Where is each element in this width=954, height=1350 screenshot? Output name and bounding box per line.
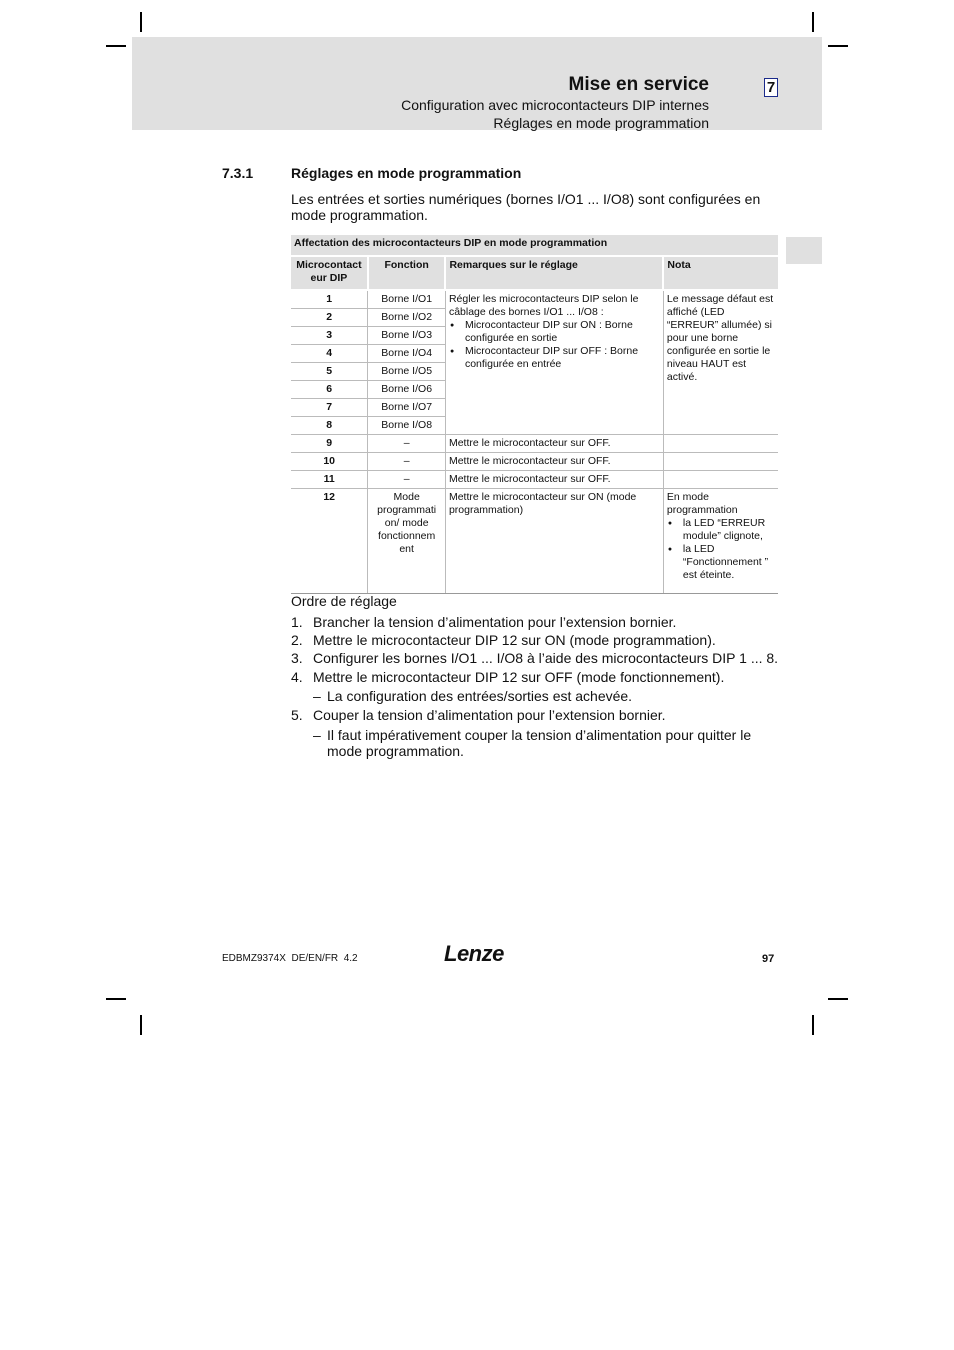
side-tab xyxy=(786,237,822,264)
step-item xyxy=(291,669,724,685)
crop-mark xyxy=(812,12,814,32)
step-number: 5. xyxy=(291,707,303,723)
cell-fn: – xyxy=(368,435,446,453)
lenze-logo: Lenze xyxy=(444,941,504,966)
cell-mc: 9 xyxy=(291,435,368,453)
step-number: 3. xyxy=(291,650,303,666)
header-rm: Remarques sur le réglage xyxy=(445,256,663,290)
crop-mark xyxy=(140,12,142,32)
crop-mark xyxy=(106,998,126,1000)
cell-nt xyxy=(663,471,778,489)
cell-rm: Mettre le microcontacteur sur OFF. xyxy=(445,435,663,453)
step-number: 1. xyxy=(291,614,303,630)
step-subitem xyxy=(313,688,773,704)
cell-nt xyxy=(663,453,778,471)
chapter-number-box: 7 xyxy=(764,78,778,97)
cell-nt xyxy=(663,489,778,594)
cell-nt xyxy=(663,435,778,453)
cell-mc: 8 xyxy=(291,417,368,435)
step-item xyxy=(291,707,666,723)
cell-mc: 7 xyxy=(291,399,368,417)
remark-intro: Régler les microcontacteurs DIP selon le câblage des bornes I/O1 ... I/O8 : xyxy=(448,293,639,318)
table-row xyxy=(291,471,778,489)
dash-marker: – xyxy=(313,688,321,704)
cell-group-remark xyxy=(445,290,663,435)
table-row xyxy=(291,453,778,471)
cell-group-note: Le message défaut est affiché (LED “ERREUR” allumée) si pour une borne configurée en sortie le niveau HAUT est activé. xyxy=(663,290,778,435)
note-bullets xyxy=(667,517,775,582)
step-item xyxy=(291,614,676,630)
remark-bullet: ● Microcontacteur DIP sur ON : Borne configurée en sortie xyxy=(465,319,660,345)
header-band xyxy=(132,37,822,130)
dip-table xyxy=(291,235,778,594)
crop-mark xyxy=(828,998,848,1000)
step-text: Brancher la tension d’alimentation pour l’extension bornier. xyxy=(313,614,677,630)
cell-fn: – xyxy=(368,471,446,489)
subitem-text: Il faut impérativement couper la tension d’alimentation pour quitter le mode programmation. xyxy=(327,727,752,759)
table-row xyxy=(291,489,778,594)
cell-mc: 4 xyxy=(291,345,368,363)
note-bullet: ● la LED “Fonctionnement ” est éteinte. xyxy=(683,543,775,582)
section-title: Réglages en mode programmation xyxy=(291,165,522,181)
cell-rm: Mettre le microcontacteur sur OFF. xyxy=(445,471,663,489)
step-text: Mettre le microcontacteur DIP 12 sur ON (mode programmation). xyxy=(313,632,716,648)
page-number: 97 xyxy=(762,953,775,965)
cell-mc: 11 xyxy=(291,471,368,489)
cell-mc: 3 xyxy=(291,327,368,345)
table-caption: Affectation des microcontacteurs DIP en mode programmation xyxy=(291,235,778,256)
step-item xyxy=(291,650,778,666)
crop-mark xyxy=(106,45,126,47)
table-header-row xyxy=(291,256,778,290)
cell-fn: Borne I/O1 xyxy=(368,290,446,309)
dash-marker: – xyxy=(313,727,321,743)
step-text: Mettre le microcontacteur DIP 12 sur OFF (mode fonctionnement). xyxy=(313,669,725,685)
remark-bullets xyxy=(449,319,660,371)
step-text: Couper la tension d’alimentation pour l’extension bornier. xyxy=(313,707,666,723)
remark-bullet: ● Microcontacteur DIP sur OFF : Borne configurée en entrée xyxy=(465,345,660,371)
crop-mark xyxy=(828,45,848,47)
cell-mc: 12 xyxy=(291,489,368,594)
footer-doc-id: EDBMZ9374X DE/EN/FR 4.2 xyxy=(222,953,358,964)
cell-fn: – xyxy=(368,453,446,471)
cell-mc: 5 xyxy=(291,363,368,381)
cell-fn: Borne I/O2 xyxy=(368,309,446,327)
cell-fn: Borne I/O7 xyxy=(368,399,446,417)
header-nt: Nota xyxy=(663,256,778,290)
cell-fn: Borne I/O3 xyxy=(368,327,446,345)
note-bullet: ● la LED “ERREUR module” clignote, xyxy=(683,517,775,543)
crop-mark xyxy=(812,1015,814,1035)
step-item xyxy=(291,632,716,648)
chapter-title: Mise en service xyxy=(568,74,709,95)
cell-mc: 2 xyxy=(291,309,368,327)
intro-paragraph: Les entrées et sorties numériques (bornes I/O1 ... I/O8) sont configurées en mode programmation. xyxy=(291,191,761,223)
chapter-subtitle: Configuration avec microcontacteurs DIP internes xyxy=(401,97,709,113)
cell-fn: Borne I/O6 xyxy=(368,381,446,399)
step-text: Configurer les bornes I/O1 ... I/O8 à l’aide des microcontacteurs DIP 1 ... 8. xyxy=(313,650,779,666)
crop-mark xyxy=(140,1015,142,1035)
cell-mc: 6 xyxy=(291,381,368,399)
cell-rm: Mettre le microcontacteur sur OFF. xyxy=(445,453,663,471)
chapter-subtitle: Réglages en mode programmation xyxy=(493,115,709,131)
cell-fn: Mode programmati on/ mode fonctionnem ent xyxy=(368,489,446,594)
cell-fn: Borne I/O8 xyxy=(368,417,446,435)
header-mc: Microcontact eur DIP xyxy=(291,256,368,290)
cell-rm: Mettre le microcontacteur sur ON (mode programmation) xyxy=(445,489,663,594)
table-row xyxy=(291,435,778,453)
step-subitem xyxy=(313,727,773,759)
cell-fn: Borne I/O5 xyxy=(368,363,446,381)
cell-fn: Borne I/O4 xyxy=(368,345,446,363)
note-intro: En mode programmation xyxy=(666,491,738,516)
table-row xyxy=(291,290,778,309)
section-number: 7.3.1 xyxy=(222,165,254,181)
step-number: 2. xyxy=(291,632,303,648)
header-fn: Fonction xyxy=(368,256,446,290)
sequence-label: Ordre de réglage xyxy=(291,593,397,609)
cell-mc: 10 xyxy=(291,453,368,471)
subitem-text: La configuration des entrées/sorties est achevée. xyxy=(327,688,633,704)
cell-mc: 1 xyxy=(291,290,368,309)
step-number: 4. xyxy=(291,669,303,685)
